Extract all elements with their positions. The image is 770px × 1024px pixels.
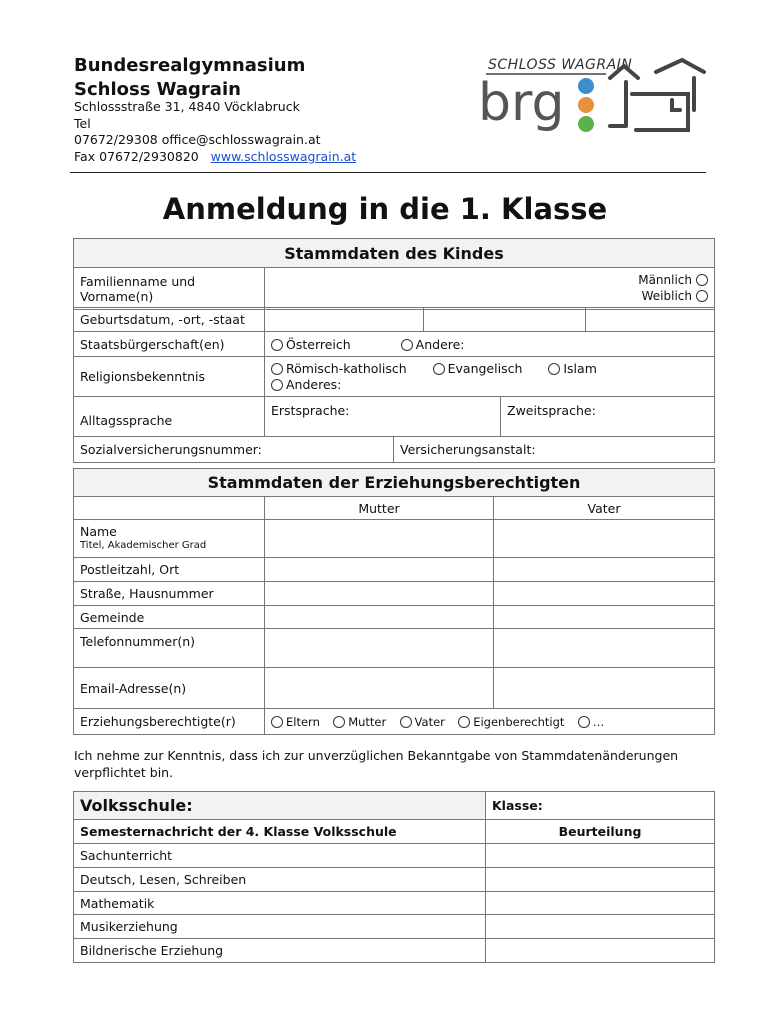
father-phone-field[interactable] — [494, 629, 715, 668]
child-table-4 — [73, 436, 715, 463]
school-address-block — [74, 99, 356, 165]
religion-label: Religionsbekenntnis — [74, 357, 265, 397]
subject-row-label: Sachunterricht — [74, 844, 486, 868]
ssn-field[interactable]: Sozialversicherungsnummer: — [74, 437, 394, 463]
zip-label: Postleitzahl, Ort — [74, 558, 265, 582]
male-label: Männlich — [638, 273, 693, 287]
custody-options — [265, 709, 715, 735]
custody-other-label: … — [592, 714, 605, 729]
change-notice: Ich nehme zur Kenntnis, dass ich zur unverzüglichen Bekanntgabe von Stammdatenänderungen verpflichtet bin. — [74, 748, 679, 780]
mother-name-field[interactable] — [265, 520, 494, 558]
header-divider — [70, 172, 706, 173]
custody-father-label: Vater — [414, 714, 445, 729]
subject-grade-field[interactable] — [486, 892, 715, 915]
other-religion-radio[interactable] — [271, 379, 283, 391]
logo-brand: brg — [478, 73, 565, 133]
custody-other-radio[interactable] — [578, 716, 590, 728]
father-zip-field[interactable] — [494, 558, 715, 582]
male-radio[interactable] — [696, 274, 708, 286]
child-name-field[interactable] — [265, 268, 715, 310]
logo-dot-orange — [578, 97, 594, 113]
austria-label: Österreich — [286, 336, 351, 352]
fax-number: Fax 07672/2930820 — [74, 148, 199, 164]
col-father: Vater — [494, 497, 715, 520]
phone-email: 07672/29308 office@schlosswagrain.at — [74, 132, 321, 147]
subject-grade-field[interactable] — [486, 868, 715, 892]
mother-street-field[interactable] — [265, 582, 494, 606]
custody-label: Erziehungsberechtigte(r) — [74, 709, 265, 735]
subject-row-label: Bildnerische Erziehung — [74, 939, 486, 963]
custody-parents-radio[interactable] — [271, 716, 283, 728]
school-table — [73, 791, 715, 963]
birth-date-field[interactable] — [265, 308, 424, 332]
school-address: Schlossstraße 31, 4840 Vöcklabruck — [74, 99, 300, 114]
subject-row-label: Musikerziehung — [74, 915, 486, 939]
mother-municipality-field[interactable] — [265, 606, 494, 629]
father-name-field[interactable] — [494, 520, 715, 558]
mother-zip-field[interactable] — [265, 558, 494, 582]
child-table — [73, 238, 715, 310]
school-name-line2: Schloss Wagrain — [74, 79, 241, 100]
class-field[interactable]: Klasse: — [486, 792, 715, 820]
guardian-heading: Stammdaten der Erziehungsberechtigten — [74, 469, 715, 497]
semester-label: Semesternachricht der 4. Klasse Volksschule — [74, 820, 486, 844]
school-name — [74, 54, 305, 102]
col-mother: Mutter — [265, 497, 494, 520]
subject-row-label: Mathematik — [74, 892, 486, 915]
guardian-corner — [74, 497, 265, 520]
other-citizenship-label: Andere: — [415, 336, 465, 352]
custody-father-radio[interactable] — [400, 716, 412, 728]
citizenship-field — [265, 332, 715, 357]
street-label: Straße, Hausnummer — [74, 582, 265, 606]
custody-parents-label: Eltern — [286, 714, 320, 729]
logo-dot-green — [578, 116, 594, 132]
custody-self-label: Eigenberechtigt — [473, 714, 565, 729]
other-religion-label: Anderes: — [286, 376, 342, 392]
insurer-field[interactable]: Versicherungsanstalt: — [394, 437, 715, 463]
austria-radio[interactable] — [271, 339, 283, 351]
logo-dot-blue — [578, 78, 594, 94]
protestant-label: Evangelisch — [447, 360, 523, 376]
child-heading: Stammdaten des Kindes — [74, 239, 715, 268]
subject-grade-field[interactable] — [486, 939, 715, 963]
mother-phone-field[interactable] — [265, 629, 494, 668]
mother-email-field[interactable] — [265, 668, 494, 709]
custody-mother-label: Mutter — [348, 714, 387, 729]
tel-label: Tel — [74, 115, 91, 131]
child-name-label: Familienname und Vorname(n) — [74, 268, 265, 310]
subject-grade-field[interactable] — [486, 915, 715, 939]
grade-header: Beurteilung — [486, 820, 715, 844]
father-email-field[interactable] — [494, 668, 715, 709]
birth-country-field[interactable] — [586, 308, 715, 332]
municipality-label: Gemeinde — [74, 606, 265, 629]
first-language-field[interactable]: Erstsprache: — [265, 397, 501, 437]
father-municipality-field[interactable] — [494, 606, 715, 629]
birth-label: Geburtsdatum, -ort, -staat — [74, 308, 265, 332]
website-link[interactable]: www.schlosswagrain.at — [210, 148, 357, 164]
islam-radio[interactable] — [548, 363, 560, 375]
father-street-field[interactable] — [494, 582, 715, 606]
school-name-line1: Bundesrealgymnasium — [74, 55, 306, 76]
catholic-label: Römisch-katholisch — [286, 360, 407, 376]
school-logo — [476, 50, 706, 150]
female-radio[interactable] — [696, 290, 708, 302]
female-label: Weiblich — [641, 289, 693, 303]
islam-label: Islam — [563, 360, 597, 376]
protestant-radio[interactable] — [433, 363, 445, 375]
email-label: Email-Adresse(n) — [74, 668, 265, 709]
guardian-name-label: Name Titel, Akademischer Grad — [74, 520, 265, 558]
logo-top-text: SCHLOSS WAGRAIN — [488, 57, 633, 73]
birth-place-field[interactable] — [424, 308, 586, 332]
phone-label: Telefonnummer(n) — [74, 629, 265, 668]
citizenship-label: Staatsbürgerschaft(en) — [74, 332, 265, 357]
child-table-2 — [73, 307, 715, 397]
other-citizenship-radio[interactable] — [401, 339, 413, 351]
language-label: Alltagssprache — [74, 397, 265, 437]
custody-mother-radio[interactable] — [333, 716, 345, 728]
guardian-table — [73, 468, 715, 735]
subject-row-label: Deutsch, Lesen, Schreiben — [74, 868, 486, 892]
second-language-field[interactable]: Zweitsprache: — [501, 397, 715, 437]
custody-self-radio[interactable] — [458, 716, 470, 728]
subject-grade-field[interactable] — [486, 844, 715, 868]
child-table-3 — [73, 396, 715, 437]
school-heading: Volksschule: — [74, 792, 486, 820]
religion-field — [265, 357, 715, 397]
page-title: Anmeldung in die 1. Klasse — [162, 192, 608, 226]
catholic-radio[interactable] — [271, 363, 283, 375]
fax-website — [74, 149, 356, 166]
